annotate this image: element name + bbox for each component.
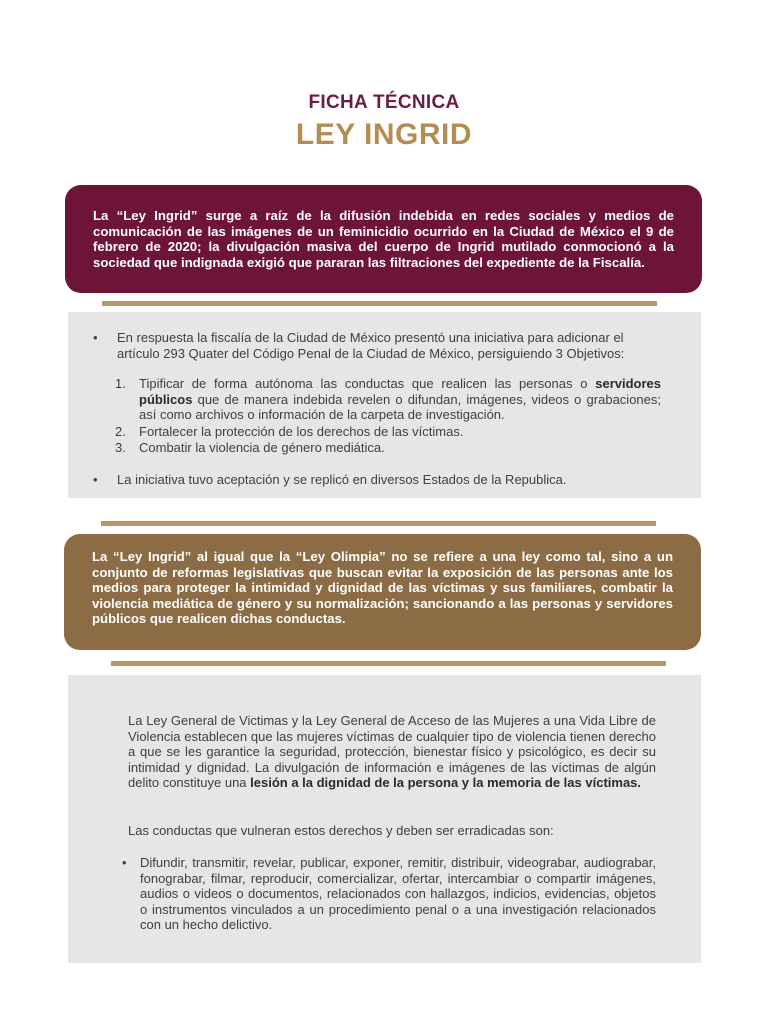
objective-text: Tipificar de forma autónoma las conductas que realicen las personas o servidores públicos que de manera indebida revelen o difundan, imágenes, videos o grabaciones; así como archivos o información de la carpeta de investigación. [139, 376, 661, 423]
objective-number: 1. [115, 376, 126, 391]
bullet-text: En respuesta la fiscalía de la Ciudad de México presentó una iniciativa para adicionar el artículo 293 Quater del Código Penal de la Ciudad de México, persiguiendo 3 Objetivos: [117, 330, 625, 361]
divider-rule [111, 661, 666, 666]
definition-text: La “Ley Ingrid” al igual que la “Ley Olimpia” no se refiere a una ley como tal, sino a un conjunto de reformas legislativas que buscan evitar la exposición de las personas ante los medios para proteger la intimidad y dignidad de las víctimas y sus familiares, combatir la violencia mediática de género y su normalización; sancionando a las personas y servidores públicos que realicen dichas conductas. [92, 549, 673, 627]
bullet-mark: • [122, 855, 127, 870]
divider-rule [101, 521, 656, 526]
rights-paragraph: La Ley General de Victimas y la Ley General de Acceso de las Mujeres a una Vida Libre de Violencia establecen que las mujeres víctimas de cualquier tipo de violencia tienen derecho a que se les garantice la seguridad, protección, bienestar físico y psicológico, es decir su intimidad y dignidad. La divulgación de información e imágenes de las víctimas de algún delito constituye una lesión a la dignidad de la persona y la memoria de las víctimas. [128, 713, 656, 791]
intro-text: La “Ley Ingrid” surge a raíz de la difusión indebida en redes sociales y medios de comunicación de las imágenes de un feminicidio ocurrido en la Ciudad de México el 9 de febrero de 2020; la divulgación masiva del cuerpo de Ingrid mutilado conmocionó a la sociedad que indignada exigió que pararan las filtraciones del expediente de la Fiscalía. [93, 208, 674, 270]
objectives-section [68, 312, 701, 498]
conducts-intro: Las conductas que vulneran estos derechos y deben ser erradicadas son: [128, 823, 554, 838]
objective-text: Combatir la violencia de género mediática. [139, 440, 385, 455]
objective-number: 2. [115, 424, 126, 439]
document-subtitle: FICHA TÉCNICA [308, 92, 460, 113]
bullet-text: Difundir, transmitir, revelar, publicar, exponer, remitir, distribuir, videograbar, audiograbar, fonograbar, filmar, reproducir, comercializar, ofertar, intercambiar o compartir imágenes, audios o videos o documentos, relacionados con hallazgos, indicios, evidencias, objetos o instrumentos vinculados a un procedimiento penal o a una investigación relacionados con un hecho delictivo. [140, 855, 656, 933]
bullet-mark: • [93, 330, 98, 345]
rights-section [68, 675, 701, 963]
divider-rule [102, 301, 657, 306]
bullet-text: La iniciativa tuvo aceptación y se replicó en diversos Estados de la Republica. [117, 472, 567, 487]
objective-number: 3. [115, 440, 126, 455]
bullet-mark: • [93, 472, 98, 487]
intro-box [65, 185, 702, 293]
definition-box [64, 534, 701, 650]
document-title: LEY INGRID [295, 118, 473, 151]
objective-text: Fortalecer la protección de los derechos de las víctimas. [139, 424, 464, 439]
